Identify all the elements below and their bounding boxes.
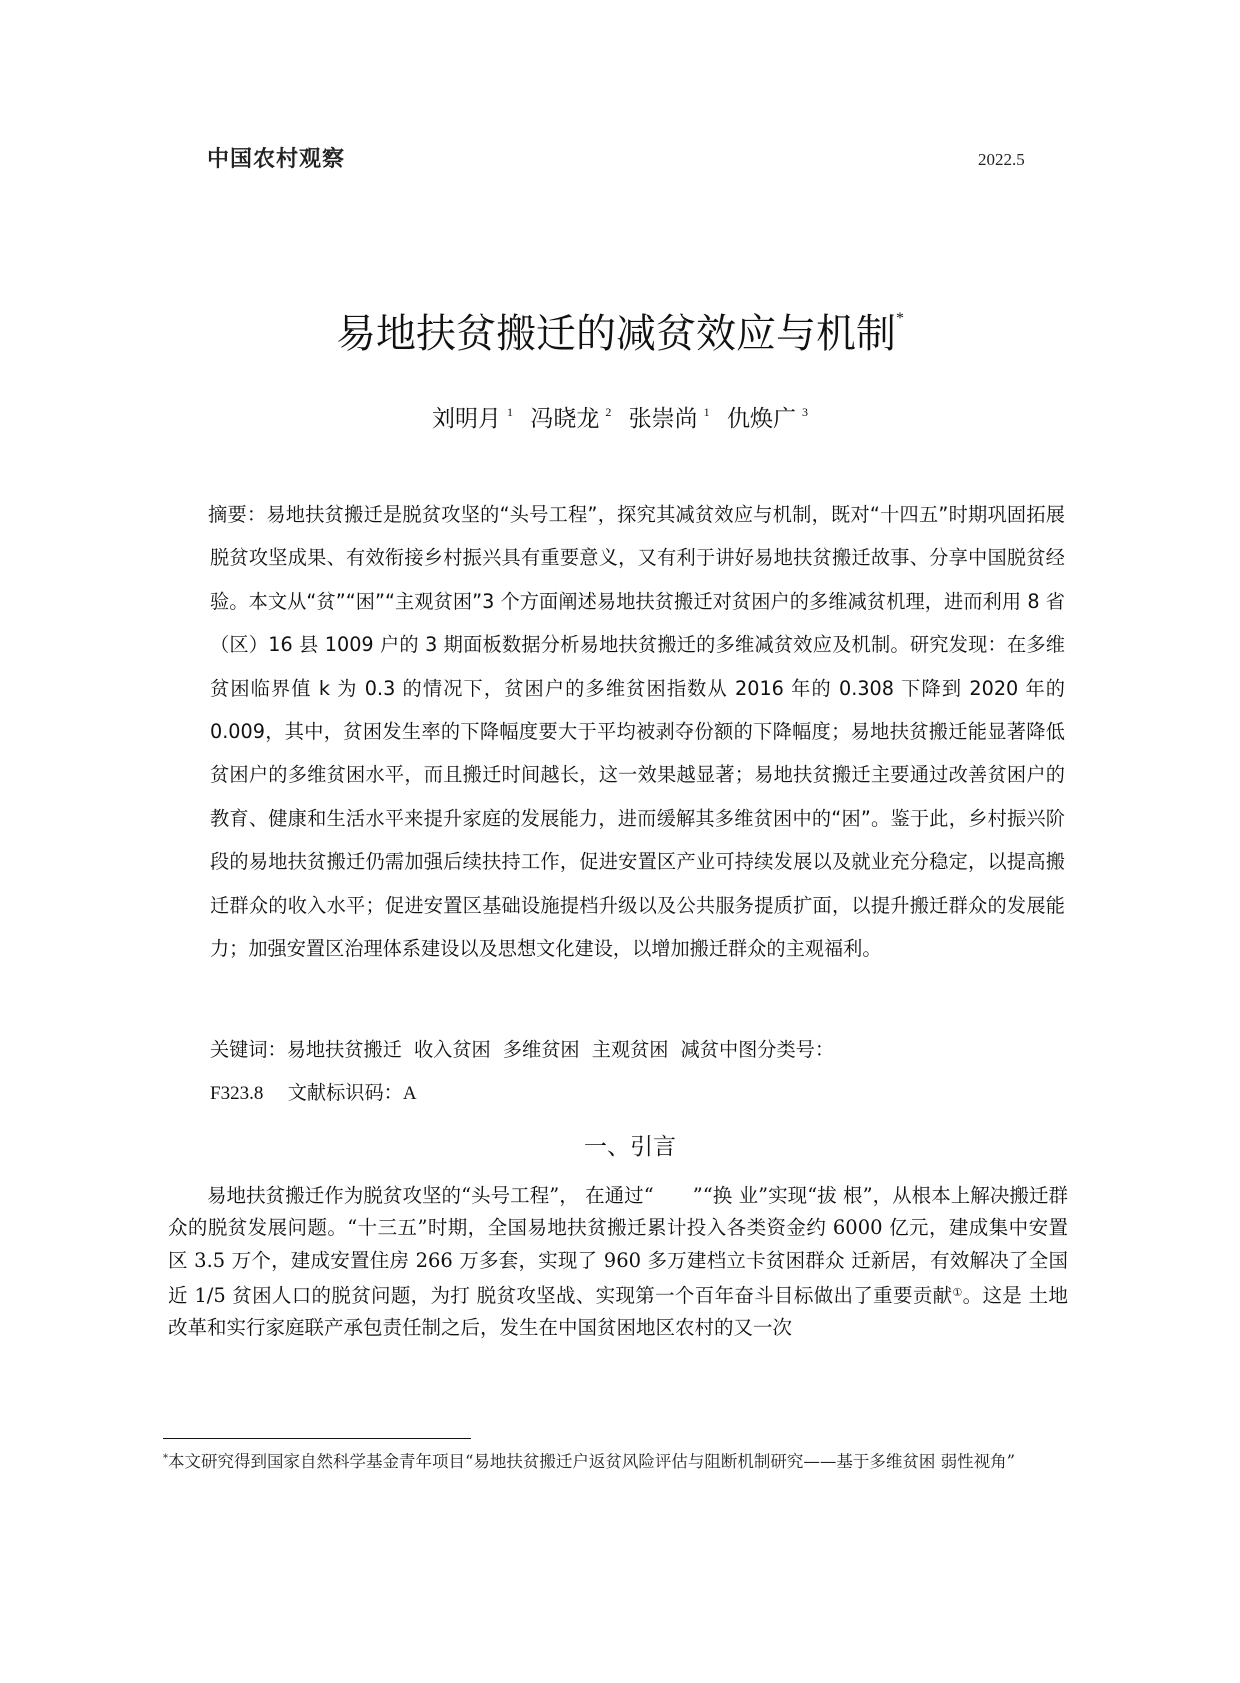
title-footnote-mark: * <box>896 310 904 327</box>
author-name: 冯晓龙 <box>530 406 600 432</box>
keywords-line <box>210 1028 1065 1071</box>
journal-name: 中国农村观察 <box>207 147 346 172</box>
keyword: 易地扶贫搬迁 <box>286 1038 402 1061</box>
author-name: 刘明月 <box>432 406 502 432</box>
author-affiliation: 3 <box>801 405 808 419</box>
keyword: 减贫 <box>680 1038 719 1061</box>
author <box>727 406 808 432</box>
paragraph-text: 易地扶贫搬迁作为脱贫攻坚的“头号工程”， 在通过“ ”“换 业”实现“拔 根”，从根本上解决搬迁群众的脱贫发展问题。“十三五”时期，全国易地扶贫搬迁累计投入各类资金约 6000 亿元，建成集中安置区 3.5 万个，建成安置住房 266 万多套，实现了 960 多万建档立卡贫困群众 迁新居，有效解决了全国近 1/5 贫困人口的脱贫问题，为打 脱贫攻坚战、实现第一个百年奋斗目标做出了重要贡献 <box>168 1184 1068 1307</box>
footnote <box>163 1447 1043 1473</box>
author-affiliation: 1 <box>703 405 710 419</box>
footnote-divider <box>163 1438 471 1439</box>
author <box>530 406 611 432</box>
keyword: 主观贫困 <box>591 1038 669 1061</box>
issue-number: 2022.5 <box>978 150 1025 169</box>
section-heading: 一、引言 <box>584 1134 676 1160</box>
author <box>432 406 513 432</box>
abstract <box>210 493 1065 970</box>
article-title <box>0 302 1240 359</box>
author-name: 张崇尚 <box>628 406 698 432</box>
clc-label: 中图分类号： <box>718 1038 835 1061</box>
author-list <box>0 400 1240 433</box>
clc-value: F323.8 <box>210 1083 264 1104</box>
author-affiliation: 1 <box>507 405 514 419</box>
footnote-text: 本文研究得到国家自然科学基金青年项目“易地扶贫搬迁户返贫风险评估与阻断机制研究——基于多维贫困 弱性视角” <box>168 1452 1016 1471</box>
footnote-ref[interactable]: ① <box>952 1285 963 1299</box>
footnote-mark: * <box>163 1453 168 1464</box>
doc-code-value: A <box>402 1083 417 1104</box>
keyword: 多维贫困 <box>502 1038 580 1061</box>
author-affiliation: 2 <box>605 405 612 419</box>
body-text <box>168 1180 1068 1344</box>
keywords-block <box>210 1028 1065 1115</box>
abstract-text: 摘要：易地扶贫搬迁是脱贫攻坚的“头号工程”，探究其减贫效应与机制，既对“十四五”时期巩固拓展脱贫攻坚成果、有效衔接乡村振兴具有重要意义，又有利于讲好易地扶贫搬迁故事、分享中国脱贫经验。本文从“贫”“困”“主观贫困”3 个方面阐述易地扶贫搬迁对贫困户的多维减贫机理，进而利用 8 省（区）16 县 1009 户的 3 期面板数据分析易地扶贫搬迁的多维减贫效应及机制。研究发现：在多维贫困临界值 k 为 0.3 的情况下，贫困户的多维贫困指数从 2016 年的 0.308 下降到 2020 年的 0.009，其中，贫困发生率的下降幅度要大于平均被剥夺份额的下降幅度；易地扶贫搬迁能显著降低贫困户的多维贫困水平，而且搬迁时间越长，这一效果越显著；易地扶贫搬迁主要通过改善贫困户的教育、健康和生活水平来提升家庭的发展能力，进而缓解其多维贫困中的“困”。鉴于此，乡村振兴阶段的易地扶贫搬迁仍需加强后续扶持工作，促进安置区产业可持续发展以及就业充分稳定，以提高搬迁群众的收入水平；促进安置区基础设施提档升级以及公共服务提质扩面，以提升搬迁群众的发展能力；加强安置区治理体系建设以及思想文化建设，以增加搬迁群众的主观福利。 <box>208 503 1065 961</box>
author-name: 仇焕广 <box>726 406 796 432</box>
title-text: 易地扶贫搬迁的减贫效应与机制 <box>336 311 896 357</box>
introduction-paragraph <box>168 1180 1068 1344</box>
author <box>629 406 710 432</box>
doc-code-label: 文献标识码： <box>287 1081 403 1104</box>
keyword: 收入贫困 <box>413 1038 491 1061</box>
keywords-label: 关键词： <box>210 1038 287 1061</box>
classification-line <box>210 1071 1065 1115</box>
paragraph-text-cont: 。这是 土地改革和实行家庭联产承包责任制之后，发生在中国贫困地区农村的又一次 <box>168 1283 1068 1340</box>
